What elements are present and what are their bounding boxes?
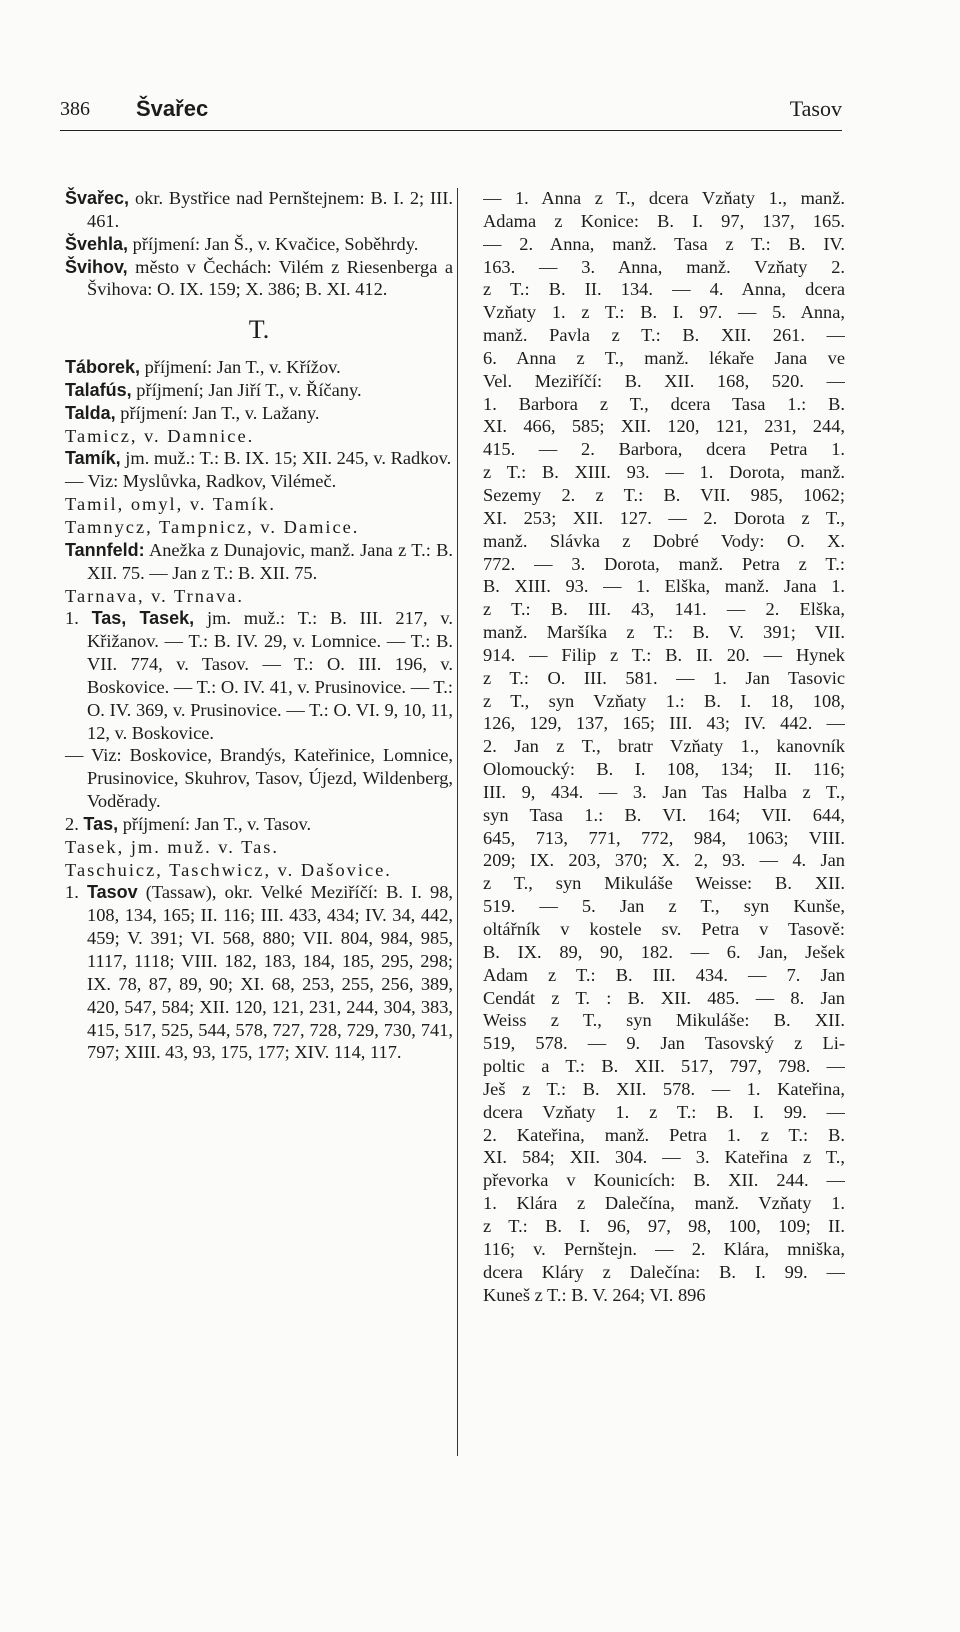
text-line: — 1. Anna z T., dcera Vzňaty 1., manž.: [483, 188, 845, 208]
text-line: z T.: O. III. 581. — 1. Jan Tasovic: [483, 667, 845, 688]
entry-tas-1-viz: — Viz: Boskovice, Brandýs, Kateřinice, Lomnice, Prusinovice, Skuhrov, Tasov, Újezd, Wildenberg, Voděrady.: [65, 745, 453, 812]
entry-tasek: Tasek, jm. muž. v. Tas.: [65, 836, 280, 857]
text-line: B. XIII. 93. — 1. Elška, manž. Jana 1.: [483, 576, 845, 597]
entry-tamicz: Tamicz, v. Damnice.: [65, 425, 255, 446]
text-line: XI. 466, 585; XII. 120, 121, 231, 244,: [483, 416, 845, 437]
text-line: 6. Anna z T., manž. lékaře Jana ve: [483, 347, 845, 368]
text-line: 2. Jan z T., bratr Vzňaty 1., kanovník: [483, 736, 845, 757]
text-line: 2. Kateřina, manž. Petra 1. z T.: B.: [483, 1124, 845, 1145]
text-line: Adama z Konice: B. I. 97, 137, 165.: [483, 210, 845, 231]
text-line: 645, 713, 771, 772, 984, 1063; VIII.: [483, 827, 845, 848]
text-line: manž. Maršíka z T.: B. V. 391; VII.: [483, 622, 845, 643]
header-right-title: Tasov: [789, 96, 842, 121]
text-line: syn Tasa 1.: B. VI. 164; VII. 644,: [483, 804, 845, 825]
section-letter: T.: [248, 315, 270, 345]
entry-talda: Talda, příjmení: Jan T., v. Lažany.: [65, 402, 320, 423]
entry-svihov: Švihov, město v Čechách: Vilém z Riesenberga a Švihova: O. IX. 159; X. 386; B. XI. 412.: [65, 256, 453, 300]
text-line: 116; v. Pernštejn. — 2. Klára, mniška,: [483, 1238, 845, 1259]
text-line: 519, 578. — 9. Jan Tasovský z Li-: [483, 1033, 845, 1054]
text-line: Olomoucký: B. I. 108, 134; II. 116;: [483, 759, 845, 780]
right-column: [483, 187, 845, 1306]
entry-taschuicz: Taschuicz, Taschwicz, v. Dašovice.: [65, 859, 392, 880]
page-number: 386: [60, 98, 90, 120]
entry-taborek: Táborek, příjmení: Jan T., v. Křížov.: [65, 357, 341, 378]
left-column: [65, 187, 453, 1064]
text-line: 126, 129, 137, 165; III. 43; IV. 442. —: [483, 713, 845, 734]
text-line: 415. — 2. Barbora, dcera Petra 1.: [483, 439, 845, 460]
text-line: 914. — Filip z T.: B. II. 20. — Hynek: [483, 644, 845, 665]
text-line: 1. Klára z Dalečína, manž. Vzňaty 1.: [483, 1193, 845, 1214]
text-line: z T.: B. XIII. 93. — 1. Dorota, manž.: [483, 462, 845, 483]
text-line: Vzňaty 1. z T.: B. I. 97. — 5. Anna,: [483, 302, 845, 323]
text-line: dcera Vzňaty 1. z T.: B. I. 99. —: [483, 1101, 845, 1122]
entry-svehla: Švehla, příjmení: Jan Š., v. Kvačice, Soběhrdy.: [65, 233, 419, 254]
text-line: oltářník v kostele sv. Petra v Tasově:: [483, 919, 845, 939]
text-line: Adam z T.: B. III. 434. — 7. Jan: [483, 964, 845, 985]
entry-tamnycz: Tamnycz, Tampnicz, v. Damice.: [65, 516, 360, 537]
running-header: [60, 98, 842, 131]
text-line: Kuneš z T.: B. V. 264; VI. 896: [483, 1284, 706, 1305]
text-line: III. 9, 434. — 3. Jan Tas Halba z T.,: [483, 781, 845, 802]
text-line: 772. — 3. Dorota, manž. Petra z T.:: [483, 553, 845, 574]
text-line: B. IX. 89, 90, 182. — 6. Jan, Ješek: [483, 941, 845, 962]
entry-tas-2: 2. Tas, příjmení: Jan T., v. Tasov.: [65, 813, 312, 834]
text-line: manž. Pavla z T.: B. XII. 261. —: [483, 325, 845, 346]
entry-tarnava: Tarnava, v. Trnava.: [65, 585, 245, 606]
text-line: poltic a T.: B. XII. 517, 797, 798. —: [483, 1056, 845, 1077]
text-line: Weiss z T., syn Mikuláše: B. XII.: [483, 1010, 845, 1031]
text-line: 519. — 5. Jan z T., syn Kunše,: [483, 896, 845, 917]
entry-tasov: 1. Tasov (Tassaw), okr. Velké Meziříčí: B. I. 98, 108, 134, 165; II. 116; III. 433, 434; IV. 34, 442, 459; V. 391; VI. 568, 880; VII. 804, 984, 985, 1117, 1118; VIII. 182, 183, 184, 185, 295, 298; IX. 78, 87, 89, 90; XI. 68, 253, 255, 256, 389, 420, 547, 584; XII. 120, 121, 231, 244, 304, 383, 415, 517, 525, 544, 578, 727, 728, 729, 730, 741, 797; XIII. 43, 93, 175, 177; XIV. 114, 117.: [65, 882, 453, 1063]
text-line: dcera Kláry z Dalečína: B. I. 99. —: [483, 1261, 845, 1282]
text-line: — 2. Anna, manž. Tasa z T.: B. IV.: [483, 233, 845, 254]
text-line: z T.: B. III. 43, 141. — 2. Elška,: [483, 599, 845, 620]
text-line: XI. 584; XII. 304. — 3. Kateřina z T.,: [483, 1147, 845, 1168]
text-line: převorka v Kounicích: B. XII. 244. —: [483, 1170, 845, 1191]
entry-tamil: Tamil, omyl, v. Tamík.: [65, 494, 277, 515]
text-line: 1. Barbora z T., dcera Tasa 1.: B.: [483, 393, 845, 414]
text-line: z T.: B. I. 96, 97, 98, 100, 109; II.: [483, 1215, 845, 1236]
entry-svarec: Švařec, okr. Bystřice nad Pernštejnem: B. I. 2; III. 461.: [65, 188, 453, 231]
text-line: Ješ z T.: B. XII. 578. — 1. Kateřina,: [483, 1078, 845, 1099]
text-line: Sezemy 2. z T.: B. VII. 985, 1062;: [483, 484, 845, 505]
text-line: z T., syn Mikuláše Weisse: B. XII.: [483, 873, 845, 894]
column-divider: [457, 188, 458, 1456]
text-line: 209; IX. 203, 370; X. 2, 93. — 4. Jan: [483, 850, 845, 871]
text-line: manž. Slávka z Dobré Vody: O. X.: [483, 530, 845, 551]
entry-tannfeld: Tannfeld: Anežka z Dunajovic, manž. Jana z T.: B. XII. 75. — Jan z T.: B. XII. 75.: [65, 539, 453, 583]
text-line: z T., syn Vzňaty 1.: B. I. 18, 108,: [483, 690, 845, 711]
text-line: z T.: B. II. 134. — 4. Anna, dcera: [483, 279, 845, 300]
text-line: Cendát z T. : B. XII. 485. — 8. Jan: [483, 987, 845, 1008]
entry-talafus: Talafús, příjmení; Jan Jiří T., v. Říčany.: [65, 379, 362, 400]
entry-tamik: Tamík, jm. muž.: T.: B. IX. 15; XII. 245, v. Radkov.: [65, 448, 452, 469]
text-line: XI. 253; XII. 127. — 2. Dorota z T.,: [483, 507, 845, 528]
entry-tamik-viz: — Viz: Myslůvka, Radkov, Vilémeč.: [65, 471, 337, 492]
header-left-title: Švařec: [136, 96, 209, 121]
text-line: 163. — 3. Anna, manž. Vzňaty 2.: [483, 256, 845, 277]
text-line: Vel. Meziříčí: B. XII. 168, 520. —: [483, 370, 845, 391]
entry-tas-1: 1. Tas, Tasek, jm. muž.: T.: B. III. 217, v. Křižanov. — T.: B. IV. 29, v. Lomnice. — T.: B. VII. 774, v. Tasov. — T.: O. III. 196, v. Boskovice. — T.: O. IV. 41, v. Prusinovice. — T.: O. IV. 369, v. Prusinovice. — T.: O. VI. 9, 10, 11, 12, v. Boskovice.: [65, 608, 453, 743]
